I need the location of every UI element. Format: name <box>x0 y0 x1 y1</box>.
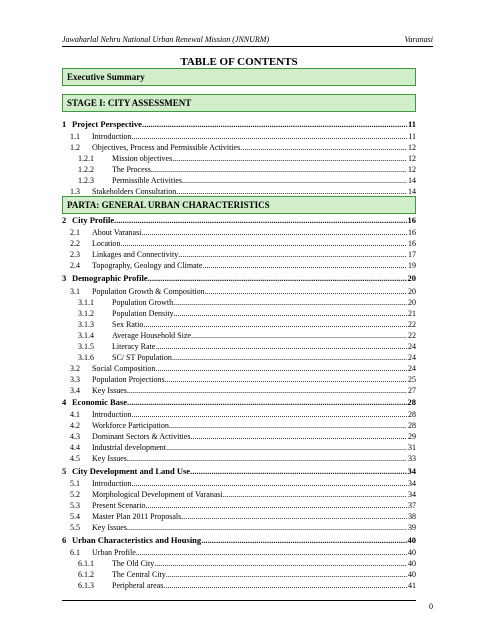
toc-entry[interactable] <box>62 453 416 464</box>
toc-entry-page: 22 <box>408 331 416 340</box>
toc-entry-title: Workforce Participation <box>92 421 169 430</box>
toc-entry-title: Introduction <box>92 132 132 141</box>
toc-leader-dots <box>127 522 407 533</box>
toc-entry-number: 3.1.3 <box>78 320 94 329</box>
toc-entry-number: 5.2 <box>70 490 80 499</box>
header-left: Jawaharlal Nehru National Urban Renewal Mission (JNNURM) <box>62 35 270 44</box>
toc-entry-title: Linkages and Connectivity <box>92 250 179 259</box>
toc-entry-number: 6.1 <box>70 548 80 557</box>
toc-entry[interactable] <box>62 249 416 260</box>
toc-leader-dots <box>182 175 407 186</box>
toc-entry-title: Key Issues <box>92 454 127 463</box>
toc-entry-number: 3.1 <box>70 287 80 296</box>
toc-entry-number: 2.3 <box>70 250 80 259</box>
toc-leader-dots <box>141 227 407 238</box>
toc-leader-dots <box>173 297 407 308</box>
toc-entry-title: The Central City <box>112 570 166 579</box>
toc-leader-dots <box>202 260 407 271</box>
toc-entry-page: 40 <box>407 535 416 545</box>
toc-entry-title: Stakeholders Consultation <box>92 187 177 196</box>
toc-entry-title: SC/ ST Population <box>112 353 172 362</box>
toc-entry-number: 4.5 <box>70 454 80 463</box>
toc-entry-title: Economic Base <box>72 397 128 407</box>
toc-entry-number: 5 <box>62 466 67 476</box>
toc-leader-dots <box>181 511 407 522</box>
toc-entry-page: 21 <box>408 309 416 318</box>
toc-entry[interactable] <box>62 409 416 420</box>
toc-entry[interactable] <box>62 227 416 238</box>
toc-entry-page: 24 <box>408 342 416 351</box>
toc-entry-page: 25 <box>408 375 416 384</box>
toc-entry[interactable] <box>62 478 416 489</box>
toc-entry-page: 11 <box>408 132 416 141</box>
toc-entry-number: 2 <box>62 215 67 225</box>
toc-entry[interactable] <box>62 286 416 297</box>
toc-entry-page: 28 <box>407 397 416 407</box>
toc-entry-page: 11 <box>407 119 416 129</box>
toc-entry-page: 31 <box>408 443 416 452</box>
toc-entry[interactable] <box>62 175 416 186</box>
toc-entry-title: Introduction <box>92 410 132 419</box>
toc-entry-title: Population Growth & Composition <box>92 287 205 296</box>
toc-entry-title: Sex Ratio <box>112 320 144 329</box>
toc-entry-title: Mission objectives <box>112 154 173 163</box>
toc-entry[interactable] <box>62 385 416 396</box>
toc-entry[interactable] <box>62 489 416 500</box>
toc-leader-dots <box>190 466 406 477</box>
toc-leader-dots <box>151 164 407 175</box>
toc-entry-title: Location <box>92 239 121 248</box>
section-box-label: STAGE I: CITY ASSESSMENT <box>67 98 192 108</box>
toc-entry-page: 16 <box>408 239 416 248</box>
toc-entry-title: Topography, Geology and Climate <box>92 261 203 270</box>
toc-entry-number: 1.2.1 <box>78 154 94 163</box>
toc-entry-title: Key Issues <box>92 523 127 532</box>
toc-entry[interactable] <box>62 119 416 130</box>
toc-leader-dots <box>178 249 407 260</box>
toc-entry-page: 19 <box>408 261 416 270</box>
toc-entry-title: City Profile <box>72 215 115 225</box>
toc-entry-number: 5.1 <box>70 479 80 488</box>
toc-leader-dots <box>142 119 407 130</box>
toc-leader-dots <box>174 308 407 319</box>
toc-entry[interactable] <box>62 442 416 453</box>
toc-entry[interactable] <box>62 569 416 580</box>
toc-entry-number: 4.3 <box>70 432 80 441</box>
toc-entry-title: Average Household Size <box>112 331 191 340</box>
toc-leader-dots <box>127 385 407 396</box>
toc-leader-dots <box>223 489 407 500</box>
toc-entry-number: 5.4 <box>70 512 80 521</box>
toc-entry-page: 12 <box>408 154 416 163</box>
toc-entry-title: Industrial development <box>92 443 166 452</box>
toc-leader-dots <box>127 453 407 464</box>
toc-entry-page: 29 <box>408 432 416 441</box>
toc-entry[interactable] <box>62 522 416 533</box>
toc-leader-dots <box>120 238 407 249</box>
toc-entry-page: 12 <box>408 143 416 152</box>
toc-entry-number: 3.1.1 <box>78 298 94 307</box>
toc-entry-page: 14 <box>408 187 416 196</box>
toc-entry-number: 3.1.2 <box>78 309 94 318</box>
toc-entry-number: 2.4 <box>70 261 80 270</box>
header-rule <box>62 46 433 47</box>
toc-entry[interactable] <box>62 186 416 197</box>
toc-leader-dots <box>143 319 407 330</box>
toc-entry-number: 1.2.3 <box>78 176 94 185</box>
toc-entry-page: 41 <box>408 581 416 590</box>
header-right: Varanasi <box>404 35 433 44</box>
toc-entry-page: 16 <box>408 228 416 237</box>
toc-leader-dots <box>163 580 407 591</box>
toc-entry-title: Master Plan 2011 Proposals <box>92 512 182 521</box>
toc-leader-dots <box>154 558 407 569</box>
toc-leader-dots <box>201 535 406 546</box>
toc-entry-title: The Process <box>112 165 151 174</box>
toc-entry[interactable] <box>62 308 416 319</box>
toc-entry[interactable] <box>62 238 416 249</box>
toc-leader-dots <box>172 153 407 164</box>
page-title: TABLE OF CONTENTS <box>180 56 298 68</box>
toc-entry[interactable] <box>62 142 416 153</box>
toc-entry-page: 27 <box>408 386 416 395</box>
toc-leader-dots <box>136 547 407 558</box>
toc-entry-number: 4.2 <box>70 421 80 430</box>
toc-entry[interactable] <box>62 153 416 164</box>
toc-entry[interactable] <box>62 164 416 175</box>
toc-entry-page: 20 <box>408 287 416 296</box>
toc-entry-number: 6.1.1 <box>78 559 94 568</box>
toc-leader-dots <box>176 186 407 197</box>
toc-entry-page: 16 <box>407 215 416 225</box>
toc-leader-dots <box>146 500 407 511</box>
toc-leader-dots <box>165 374 407 385</box>
toc-entry-number: 1.2 <box>70 143 80 152</box>
toc-entry[interactable] <box>62 511 416 522</box>
toc-leader-dots <box>155 363 407 374</box>
toc-leader-dots <box>166 442 407 453</box>
toc-leader-dots <box>155 341 407 352</box>
toc-entry-page: 20 <box>408 298 416 307</box>
toc-entry[interactable] <box>62 341 416 352</box>
toc-entry-title: Social Composition <box>92 364 156 373</box>
toc-entry-page: 40 <box>408 548 416 557</box>
section-box-executive-summary[interactable] <box>62 68 416 86</box>
toc-entry-number: 3.1.4 <box>78 331 94 340</box>
toc-entry-number: 1.2.2 <box>78 165 94 174</box>
section-box-label: PARTA: GENERAL URBAN CHARACTERISTICS <box>67 200 270 210</box>
toc-entry-title: Demographic Profile <box>72 273 148 283</box>
toc-entry-number: 1.1 <box>70 132 80 141</box>
toc-entry-number: 3.1.5 <box>78 342 94 351</box>
toc-leader-dots <box>169 420 407 431</box>
toc-leader-dots <box>114 215 406 226</box>
toc-entry[interactable] <box>62 431 416 442</box>
toc-entry-title: Literacy Rate <box>112 342 156 351</box>
toc-entry[interactable] <box>62 420 416 431</box>
toc-entry-number: 4 <box>62 397 67 407</box>
toc-entry-number: 1 <box>62 119 67 129</box>
toc-entry-page: 24 <box>408 353 416 362</box>
toc-entry-title: Objectives, Process and Permissible Activities <box>92 143 241 152</box>
toc-leader-dots <box>132 131 408 142</box>
toc-entry-number: 6.1.2 <box>78 570 94 579</box>
toc-entry-page: 14 <box>408 176 416 185</box>
toc-entry-title: Introduction <box>92 479 132 488</box>
toc-entry[interactable] <box>62 330 416 341</box>
toc-leader-dots <box>191 330 407 341</box>
toc-entry-number: 5.5 <box>70 523 80 532</box>
toc-entry-number: 3.1.6 <box>78 353 94 362</box>
toc-entry-page: 22 <box>408 320 416 329</box>
toc-entry-title: Project Perspective <box>72 119 142 129</box>
toc-leader-dots <box>172 352 407 363</box>
toc-entry-title: Urban Profile <box>92 548 136 557</box>
section-box-stage-1[interactable] <box>62 94 416 112</box>
toc-entry-number: 5.3 <box>70 501 80 510</box>
toc-leader-dots <box>127 397 406 408</box>
toc-entry-number: 6.1.3 <box>78 581 94 590</box>
toc-entry[interactable] <box>62 319 416 330</box>
toc-leader-dots <box>240 142 407 153</box>
toc-entry[interactable] <box>62 500 416 511</box>
toc-entry-page: 38 <box>408 512 416 521</box>
section-box-label: Executive Summary <box>67 72 145 82</box>
toc-entry-title: Present Scenario <box>92 501 146 510</box>
toc-entry[interactable] <box>62 466 416 477</box>
toc-entry-number: 4.4 <box>70 443 80 452</box>
toc-entry[interactable] <box>62 374 416 385</box>
toc-entry-title: The Old City <box>112 559 155 568</box>
toc-entry-page: 40 <box>408 570 416 579</box>
toc-entry-number: 3 <box>62 273 67 283</box>
toc-entry-page: 37 <box>408 501 416 510</box>
toc-entry-page: 20 <box>407 273 416 283</box>
toc-leader-dots <box>132 478 407 489</box>
toc-entry[interactable] <box>62 260 416 271</box>
toc-entry-number: 3.3 <box>70 375 80 384</box>
toc-entry[interactable] <box>62 547 416 558</box>
toc-entry-page: 39 <box>408 523 416 532</box>
toc-entry-number: 6 <box>62 535 67 545</box>
toc-entry-number: 4.1 <box>70 410 80 419</box>
toc-entry[interactable] <box>62 297 416 308</box>
toc-entry-page: 17 <box>408 250 416 259</box>
toc-entry-page: 33 <box>408 454 416 463</box>
toc-entry-title: Permissible Activities <box>112 176 182 185</box>
toc-leader-dots <box>148 273 407 284</box>
toc-entry-number: 3.2 <box>70 364 80 373</box>
toc-leader-dots <box>205 286 407 297</box>
section-box-part-a[interactable] <box>62 196 416 214</box>
toc-entry-title: Peripheral areas <box>112 581 164 590</box>
toc-entry[interactable] <box>62 131 416 142</box>
toc-entry-number: 1.3 <box>70 187 80 196</box>
toc-entry-page: 34 <box>408 490 416 499</box>
toc-entry-title: Dominant Sectors & Activities <box>92 432 191 441</box>
toc-entry-title: Population Density <box>112 309 174 318</box>
toc-entry-title: Population Projections <box>92 375 165 384</box>
toc-entry[interactable] <box>62 273 416 284</box>
toc-entry-title: Key Issues <box>92 386 127 395</box>
toc-entry-page: 34 <box>407 466 416 476</box>
toc-entry-page: 34 <box>408 479 416 488</box>
toc-entry[interactable] <box>62 363 416 374</box>
toc-entry-number: 2.2 <box>70 239 80 248</box>
toc-entry-page: 28 <box>408 421 416 430</box>
toc-entry[interactable] <box>62 397 416 408</box>
toc-entry-title: Morphological Development of Varanasi <box>92 490 223 499</box>
toc-entry-title: Population Growth <box>112 298 174 307</box>
footer-page-number: 0 <box>429 602 433 611</box>
toc-leader-dots <box>132 409 407 420</box>
toc-entry-number: 2.1 <box>70 228 80 237</box>
toc-entry[interactable] <box>62 215 416 226</box>
toc-entry-page: 24 <box>408 364 416 373</box>
toc-entry-page: 28 <box>408 410 416 419</box>
toc-entry[interactable] <box>62 352 416 363</box>
toc-leader-dots <box>190 431 407 442</box>
toc-leader-dots <box>166 569 407 580</box>
toc-entry-page: 12 <box>408 165 416 174</box>
toc-entry[interactable] <box>62 535 416 546</box>
footer-rule <box>62 600 416 601</box>
toc-entry-page: 40 <box>408 559 416 568</box>
toc-entry-title: Urban Characteristics and Housing <box>72 535 202 545</box>
toc-entry-number: 3.4 <box>70 386 80 395</box>
toc-entry[interactable] <box>62 558 416 569</box>
toc-entry-title: About Varanasi <box>92 228 142 237</box>
toc-entry-title: City Development and Land Use <box>72 466 191 476</box>
toc-entry[interactable] <box>62 580 416 591</box>
